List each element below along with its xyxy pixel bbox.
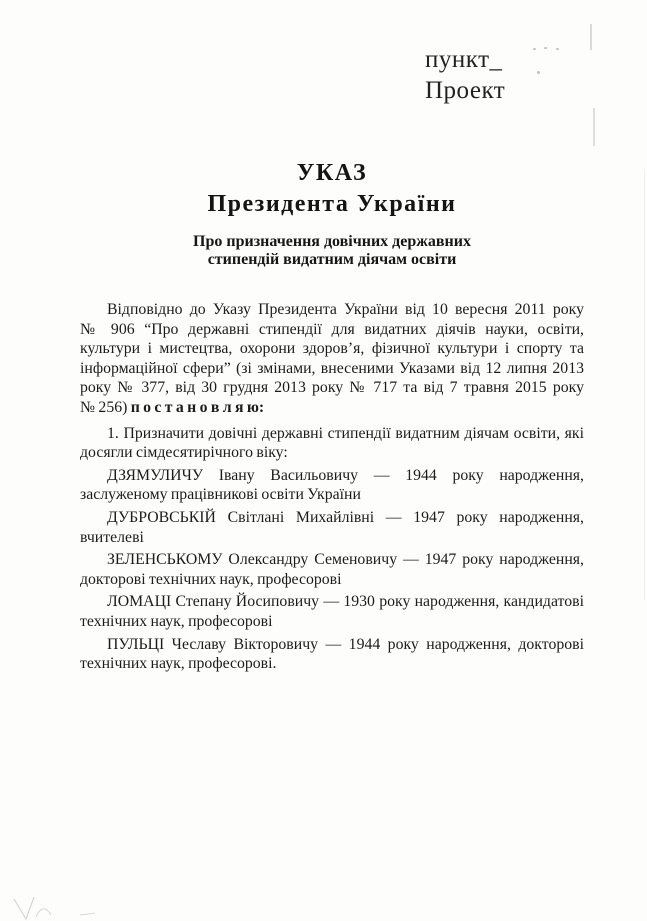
scan-speck <box>544 47 547 49</box>
decree-item-2: ДЗЯМУЛИЧУ Івану Васильовичу — 1944 року народження, заслуженому працівникові освіти України <box>80 466 584 504</box>
decree-title-word: УКАЗ <box>296 160 368 186</box>
scan-speck <box>533 48 536 50</box>
decree-body <box>80 300 584 677</box>
scan-line-artifact <box>593 108 595 146</box>
decree-subtitle-line2: стипендій видатним діячам освіти <box>207 251 457 268</box>
scan-line-artifact <box>590 24 592 50</box>
decree-intro-text: Відповідно до Указу Президента України від 10 вересня 2011 року № 906 “Про державні стипендії для видатних діячів науки, освіти, культури і мистецтва, охорони здоров’я, фізичної культури і спорту та інформаційної сфери” (зі змінами, внесеними Указами від 12 липня 2013 року № 377, від 30 грудня 2013 року № 717 та від 7 травня 2015 року № 256) <box>80 301 584 416</box>
corner-line-punkt: пункт_ <box>425 46 503 73</box>
scan-speck <box>537 71 540 74</box>
decree-subtitle-line1: Про призначення довічних державних <box>193 233 471 250</box>
decree-title-issuer: Президента України <box>207 191 457 217</box>
decree-subtitle <box>80 233 584 269</box>
decree-title <box>80 158 584 220</box>
decree-intro-paragraph <box>80 300 584 418</box>
decree-item-6: ПУЛЬЦІ Чеславу Вікторовичу — 1944 року народження, докторові технічних наук, професорові. <box>80 635 584 673</box>
corner-annotation <box>425 44 505 106</box>
corner-line-proekt: Проект <box>425 77 506 104</box>
pencil-mark-artifact <box>10 893 120 921</box>
decree-item-1: 1. Призначити довічні державні стипендії видатним діячам освіти, які досягли сімдесятирічного віку: <box>80 424 584 462</box>
decree-item-5: ЛОМАЦІ Степану Йосиповичу — 1930 року народження, кандидатові технічних наук, професорові <box>80 593 584 630</box>
scan-speck <box>556 48 559 50</box>
decree-item-3: ДУБРОВСЬКІЙ Світлані Михайлівні — 1947 року народження, вчителеві <box>80 508 584 546</box>
decree-resolve-verb: п о с т а н о в л я ю: <box>130 398 265 416</box>
decree-item-4: ЗЕЛЕНСЬКОМУ Олександру Семеновичу — 1947 року народження, докторові технічних наук, професорові <box>80 551 584 588</box>
scan-edge-line <box>644 170 645 600</box>
